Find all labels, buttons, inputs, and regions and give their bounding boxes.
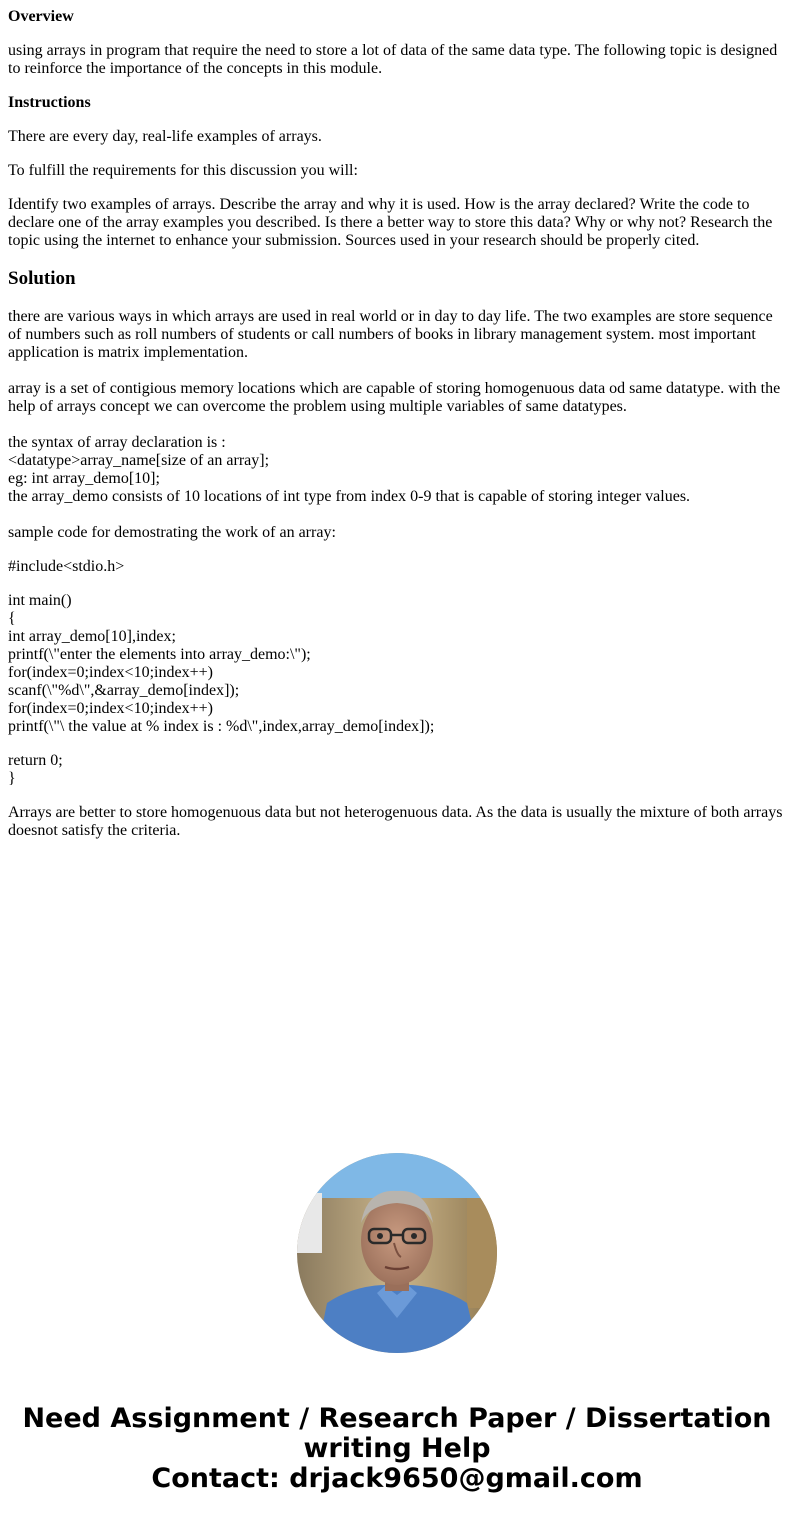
instructions-intro: There are every day, real-life examples of arrays. bbox=[8, 128, 322, 145]
code-line: int array_demo[10],index; bbox=[8, 628, 176, 645]
syntax-line: eg: int array_demo[10]; bbox=[8, 470, 160, 487]
code-line: printf(\"enter the elements into array_demo:\"); bbox=[8, 646, 311, 663]
syntax-block bbox=[8, 434, 786, 506]
solution-heading: Solution bbox=[8, 268, 76, 289]
sample-code-intro: sample code for demostrating the work of an array: bbox=[8, 524, 336, 541]
syntax-line: the array_demo consists of 10 locations of int type from index 0-9 that is capable of storing integer values. bbox=[8, 488, 691, 505]
overview-text: using arrays in program that require the need to store a lot of data of the same data type. The following topic is designed to reinforce the importance of the concepts in this module. bbox=[8, 42, 778, 77]
footer-line: Need Assignment / Research Paper / Dissertation bbox=[22, 1403, 772, 1434]
instructions-label: Instructions bbox=[8, 94, 91, 111]
syntax-line: the syntax of array declaration is : bbox=[8, 434, 226, 451]
code-line: scanf(\"%d\",&array_demo[index]); bbox=[8, 682, 240, 699]
footer-contact-banner bbox=[0, 1404, 794, 1494]
code-line: return 0; bbox=[8, 752, 63, 769]
footer-line: writing Help bbox=[303, 1433, 491, 1464]
code-line: { bbox=[8, 610, 16, 627]
code-line: int main() bbox=[8, 592, 72, 609]
solution-paragraph-1: there are various ways in which arrays are used in real world or in day to day life. The two examples are store sequence of numbers such as roll numbers of students or call numbers of books in library management system. most important application is matrix implementation. bbox=[8, 308, 773, 361]
solution-paragraph-2: array is a set of contigious memory locations which are capable of storing homogenuous data od same datatype. with the help of arrays concept we can overcome the problem using multiple variables of same datatypes. bbox=[8, 380, 781, 415]
syntax-line: <datatype>array_name[size of an array]; bbox=[8, 452, 270, 469]
instructions-requirements: To fulfill the requirements for this discussion you will: bbox=[8, 162, 358, 179]
code-line: for(index=0;index<10;index++) bbox=[8, 700, 213, 717]
code-line: printf(\"\ the value at % index is : %d\",index,array_demo[index]); bbox=[8, 718, 435, 735]
author-portrait-icon bbox=[297, 1153, 497, 1353]
return-block bbox=[8, 752, 786, 788]
solution-conclusion: Arrays are better to store homogenuous data but not heterogenuous data. As the data is usually the mixture of both arrays doesnot satisfy the criteria. bbox=[8, 804, 783, 839]
include-line: #include<stdio.h> bbox=[8, 558, 125, 575]
instructions-task: Identify two examples of arrays. Describe the array and why it is used. How is the array declared? Write the code to declare one of the array examples you described. Is there a better way to store this data? Why or why not? Research the topic using the internet to enhance your submission. Sources used in your research should be properly cited. bbox=[8, 196, 773, 249]
footer-contact-email: Contact: drjack9650@gmail.com bbox=[151, 1463, 643, 1494]
document-body bbox=[8, 0, 786, 840]
code-block bbox=[8, 592, 786, 736]
overview-label: Overview bbox=[8, 8, 74, 25]
code-line: for(index=0;index<10;index++) bbox=[8, 664, 213, 681]
code-line: } bbox=[8, 770, 16, 787]
